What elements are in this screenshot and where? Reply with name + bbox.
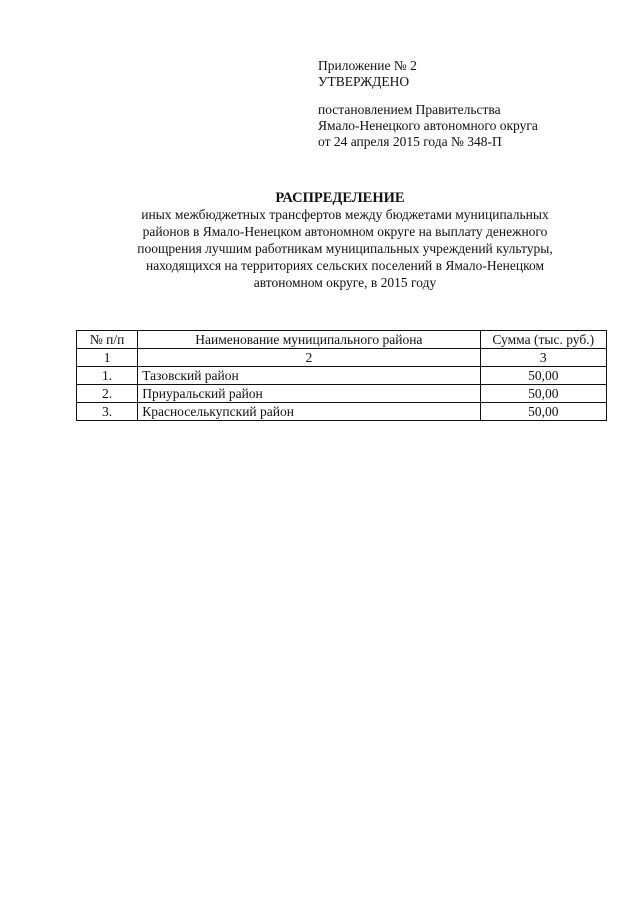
document-subtitle bbox=[90, 206, 600, 291]
column-number-1: 1 bbox=[77, 349, 138, 367]
row-sum: 50,00 bbox=[480, 385, 607, 403]
row-sum: 50,00 bbox=[480, 403, 607, 421]
row-number: 3. bbox=[77, 403, 138, 421]
document-title: РАСПРЕДЕЛЕНИЕ bbox=[275, 190, 405, 206]
subtitle-line-3: поощрения лучшим работникам муниципальных учреждений культуры, bbox=[137, 241, 553, 256]
table-row bbox=[77, 367, 607, 385]
table-row bbox=[77, 403, 607, 421]
row-sum: 50,00 bbox=[480, 367, 607, 385]
table-row bbox=[77, 385, 607, 403]
column-number-row bbox=[77, 349, 607, 367]
row-district: Тазовский район bbox=[138, 367, 480, 385]
decree-line-1: постановлением Правительства bbox=[318, 102, 501, 117]
header-district-name: Наименование муниципального района bbox=[138, 331, 480, 349]
subtitle-line-2: районов в Ямало-Ненецком автономном округе на выплату денежного bbox=[142, 224, 548, 239]
header-sum: Сумма (тыс. руб.) bbox=[480, 331, 607, 349]
subtitle-line-4: находящихся на территориях сельских поселений в Ямало-Ненецком bbox=[145, 258, 544, 273]
row-number: 2. bbox=[77, 385, 138, 403]
row-district: Красноселькупский район bbox=[138, 403, 480, 421]
approval-block bbox=[318, 58, 618, 150]
distribution-table bbox=[76, 330, 607, 421]
subtitle-line-5: автономном округе, в 2015 году bbox=[253, 275, 437, 290]
row-district: Приуральский район bbox=[138, 385, 480, 403]
approved-label: УТВЕРЖДЕНО bbox=[318, 74, 410, 89]
appendix-label: Приложение № 2 bbox=[318, 58, 417, 73]
decree-line-2: Ямало-Ненецкого автономного округа bbox=[318, 118, 538, 133]
table-header-row bbox=[77, 331, 607, 349]
spacer bbox=[318, 90, 618, 102]
column-number-2: 2 bbox=[138, 349, 480, 367]
subtitle-line-1: иных межбюджетных трансфертов между бюджетами муниципальных bbox=[141, 207, 549, 222]
column-number-3: 3 bbox=[480, 349, 607, 367]
decree-line-3: от 24 апреля 2015 года № 348-П bbox=[318, 134, 502, 149]
row-number: 1. bbox=[77, 367, 138, 385]
header-number: № п/п bbox=[77, 331, 138, 349]
